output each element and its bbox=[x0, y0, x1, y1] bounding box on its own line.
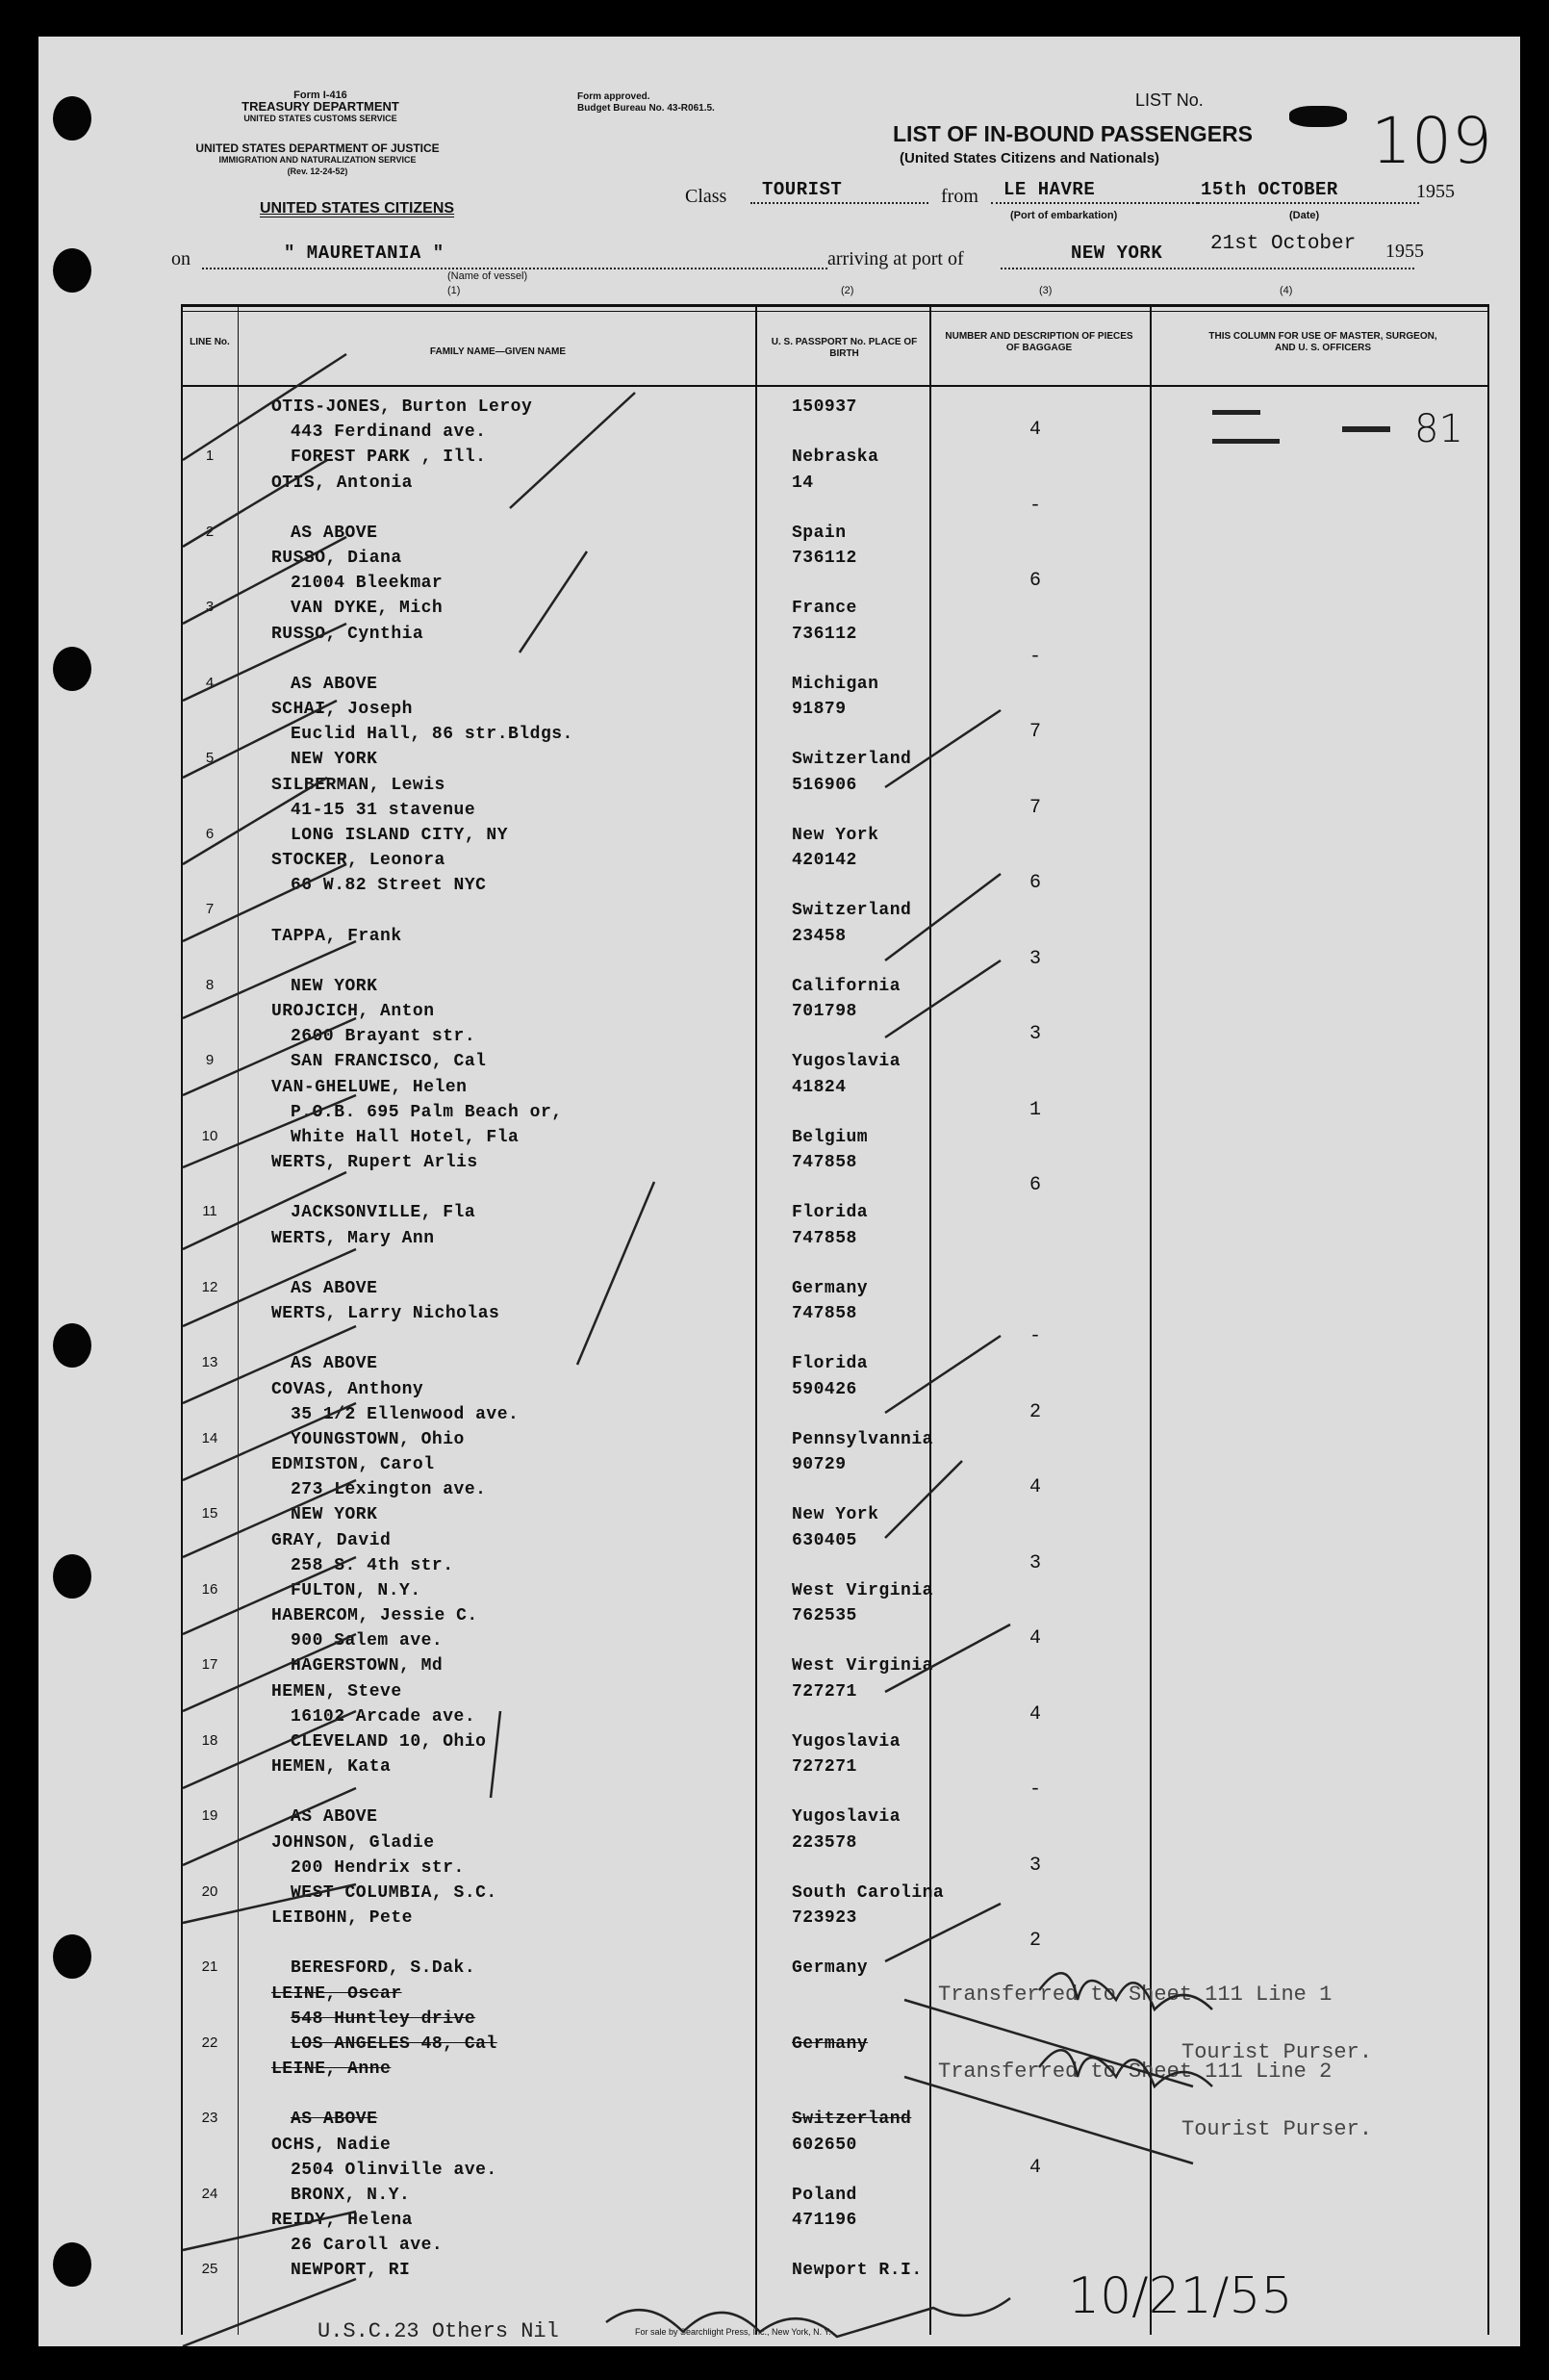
departure-date: 15th OCTOBER bbox=[1201, 179, 1338, 200]
passenger-name: RUSSO, Cynthia bbox=[271, 624, 424, 644]
passport-number: 14 bbox=[792, 473, 814, 493]
passenger-name: JOHNSON, Gladie bbox=[271, 1832, 435, 1853]
passenger-address: NEWPORT, RI bbox=[291, 2261, 411, 2280]
baggage-count: 4 bbox=[1029, 1476, 1042, 1498]
passenger-address: 35 1/2 Ellenwood ave. bbox=[291, 1404, 520, 1424]
passenger-address: 16102 Arcade ave. bbox=[291, 1706, 476, 1727]
passport-number: 516906 bbox=[792, 775, 857, 795]
line-number: 25 bbox=[201, 2261, 218, 2277]
officer-mark: 81 bbox=[1414, 407, 1463, 451]
passenger-address: SAN FRANCISCO, Cal bbox=[291, 1052, 487, 1071]
line-number: 6 bbox=[205, 825, 215, 842]
purser-note-1: Tourist Purser. bbox=[1181, 2040, 1373, 2064]
passenger-address: AS ABOVE bbox=[291, 1354, 378, 1373]
line-number: 5 bbox=[205, 750, 215, 766]
passport-number: 747858 bbox=[792, 1228, 857, 1248]
place-of-birth: Nebraska bbox=[792, 448, 879, 467]
passenger-address: 273 Lexington ave. bbox=[291, 1480, 487, 1499]
passenger-address: WEST COLUMBIA, S.C. bbox=[291, 1882, 497, 1903]
passport-number: 602650 bbox=[792, 2135, 857, 2155]
place-of-birth: West Virginia bbox=[792, 1656, 933, 1676]
passenger-address: BERESFORD, S.Dak. bbox=[291, 1958, 476, 1978]
line-number: 24 bbox=[201, 2185, 218, 2202]
passenger-name: OCHS, Nadie bbox=[271, 2135, 392, 2155]
document-subtitle: (United States Citizens and Nationals) bbox=[900, 150, 1160, 166]
passport-number: 727271 bbox=[792, 1757, 857, 1777]
passenger-address: White Hall Hotel, Fla bbox=[291, 1127, 520, 1147]
line-number: 23 bbox=[201, 2110, 218, 2126]
passenger-name: WERTS, Rupert Arlis bbox=[271, 1153, 478, 1172]
col-passport-header: U. S. PASSPORT No. PLACE OF BIRTH bbox=[771, 337, 918, 359]
passenger-address: FULTON, N.Y. bbox=[291, 1580, 421, 1600]
baggage-count: 4 bbox=[1029, 419, 1042, 441]
arrival-year: 1955 bbox=[1385, 241, 1424, 262]
baggage-count: 6 bbox=[1029, 872, 1042, 894]
col-num-1: (1) bbox=[447, 285, 461, 296]
baggage-count: 7 bbox=[1029, 721, 1042, 743]
passport-number: 736112 bbox=[792, 549, 857, 568]
passenger-name: WERTS, Mary Ann bbox=[271, 1228, 435, 1248]
passenger-address: VAN DYKE, Mich bbox=[291, 599, 444, 618]
place-of-birth: Belgium bbox=[792, 1127, 869, 1147]
passenger-address: P.O.B. 695 Palm Beach or, bbox=[291, 1102, 563, 1122]
place-of-birth: Germany bbox=[792, 1278, 869, 1298]
departure-year: 1955 bbox=[1416, 181, 1455, 202]
passport-number: 723923 bbox=[792, 1908, 857, 1928]
passenger-address: LOS ANGELES 48, Cal bbox=[291, 2034, 497, 2054]
document-title: LIST OF IN-BOUND PASSENGERS bbox=[893, 121, 1253, 146]
line-number: 1 bbox=[205, 448, 215, 464]
place-of-birth: Germany bbox=[792, 2034, 869, 2054]
passenger-address: 900 Salem ave. bbox=[291, 1631, 444, 1651]
baggage-count: 6 bbox=[1029, 1174, 1042, 1196]
place-of-birth: California bbox=[792, 976, 901, 996]
punch-hole bbox=[53, 96, 91, 141]
passenger-address: HAGERSTOWN, Md bbox=[291, 1656, 444, 1676]
passenger-address: 21004 Bleekmar bbox=[291, 574, 444, 593]
punch-hole bbox=[53, 1323, 91, 1368]
us-citizens-label: UNITED STATES CITIZENS bbox=[260, 200, 455, 217]
passenger-address: 41-15 31 stavenue bbox=[291, 800, 476, 820]
punch-hole bbox=[53, 2242, 91, 2287]
punch-hole bbox=[53, 248, 91, 293]
col-num-4: (4) bbox=[1280, 285, 1293, 296]
place-of-birth: New York bbox=[792, 1505, 879, 1524]
passenger-name: SCHAI, Joseph bbox=[271, 700, 413, 719]
signature-1 bbox=[1039, 1973, 1212, 2009]
passport-number: 90729 bbox=[792, 1455, 847, 1474]
col-num-2: (2) bbox=[841, 285, 854, 296]
baggage-count: 3 bbox=[1029, 1551, 1042, 1574]
passport-number: 150937 bbox=[792, 397, 857, 417]
baggage-count: 4 bbox=[1029, 2156, 1042, 2179]
col-line-header: LINE No. bbox=[190, 337, 230, 347]
line-number: 15 bbox=[201, 1505, 218, 1522]
line-number: 4 bbox=[205, 674, 215, 691]
place-of-birth: Switzerland bbox=[792, 750, 912, 769]
passenger-address: 200 Hendrix str. bbox=[291, 1857, 465, 1878]
baggage-count: 6 bbox=[1029, 570, 1042, 592]
passenger-name: OTIS, Antonia bbox=[271, 473, 413, 493]
manifest-page bbox=[38, 37, 1520, 2346]
passport-number: 223578 bbox=[792, 1832, 857, 1853]
line-number: 13 bbox=[201, 1354, 218, 1370]
passport-number: 762535 bbox=[792, 1606, 857, 1625]
arrival-date: 21st October bbox=[1210, 233, 1357, 255]
col-num-3: (3) bbox=[1039, 285, 1053, 296]
arrival-port: NEW YORK bbox=[1071, 243, 1163, 264]
line-number: 18 bbox=[201, 1731, 218, 1749]
baggage-count: - bbox=[1029, 494, 1042, 517]
treasury-dept: TREASURY DEPARTMENT bbox=[241, 99, 399, 114]
place-of-birth: Florida bbox=[792, 1354, 869, 1373]
line-number: 10 bbox=[201, 1127, 218, 1144]
passenger-address: BRONX, N.Y. bbox=[291, 2185, 411, 2205]
passenger-address: AS ABOVE bbox=[291, 1278, 378, 1298]
passport-number: 41824 bbox=[792, 1077, 847, 1097]
line-number: 22 bbox=[201, 2034, 218, 2051]
place-of-birth: Newport R.I. bbox=[792, 2261, 923, 2280]
passenger-name: SILBERMAN, Lewis bbox=[271, 775, 445, 795]
list-number: 109 bbox=[1371, 104, 1492, 178]
passenger-name: STOCKER, Leonora bbox=[271, 851, 445, 870]
passenger-address: 2504 Olinville ave. bbox=[291, 2160, 497, 2180]
line-number: 21 bbox=[201, 1958, 218, 1975]
col-name-header: FAMILY NAME—GIVEN NAME bbox=[429, 346, 567, 357]
rev-line: (Rev. 12-24-52) bbox=[287, 166, 348, 176]
vessel-name: " MAURETANIA " bbox=[284, 243, 444, 264]
passenger-address: 26 Caroll ave. bbox=[291, 2236, 444, 2255]
list-no-label: LIST No. bbox=[1135, 90, 1204, 110]
line-number: 9 bbox=[205, 1052, 215, 1068]
punch-hole bbox=[53, 1934, 91, 1979]
passenger-name: GRAY, David bbox=[271, 1530, 392, 1550]
transfer-note-2: Transferred to Sheet 111 Line 2 bbox=[938, 2060, 1333, 2084]
passenger-address: AS ABOVE bbox=[291, 674, 378, 694]
line-number: 8 bbox=[205, 976, 215, 993]
place-of-birth: Pennsylvannia bbox=[792, 1429, 933, 1449]
from-value: LE HAVRE bbox=[1003, 179, 1096, 200]
passenger-address: Euclid Hall, 86 str.Bldgs. bbox=[291, 725, 573, 744]
passenger-address: NEW YORK bbox=[291, 750, 378, 769]
line-number: 7 bbox=[205, 901, 215, 917]
place-of-birth: France bbox=[792, 599, 857, 618]
passenger-name: TAPPA, Frank bbox=[271, 926, 402, 946]
baggage-count: - bbox=[1029, 645, 1042, 668]
passenger-address: FOREST PARK , Ill. bbox=[291, 448, 487, 467]
passenger-name: COVAS, Anthony bbox=[271, 1379, 424, 1399]
line-number: 2 bbox=[205, 523, 215, 540]
passport-number: 747858 bbox=[792, 1304, 857, 1323]
baggage-count: 2 bbox=[1029, 1400, 1042, 1423]
passenger-address: AS ABOVE bbox=[291, 1807, 378, 1827]
place-of-birth: Yugoslavia bbox=[792, 1052, 901, 1071]
place-of-birth: West Virginia bbox=[792, 1580, 933, 1600]
passenger-address: NEW YORK bbox=[291, 1505, 378, 1524]
passenger-address: 258 S. 4th str. bbox=[291, 1555, 454, 1575]
place-of-birth: Switzerland bbox=[792, 901, 912, 920]
punch-hole bbox=[53, 647, 91, 691]
place-of-birth: Spain bbox=[792, 523, 847, 543]
place-of-birth: Poland bbox=[792, 2185, 857, 2205]
passenger-address: 548 Huntley drive bbox=[291, 2009, 476, 2029]
passenger-address: NEW YORK bbox=[291, 976, 378, 996]
baggage-count: - bbox=[1029, 1779, 1042, 1801]
line-number: 20 bbox=[201, 1882, 218, 1900]
place-of-birth: Michigan bbox=[792, 674, 879, 694]
passenger-name: UROJCICH, Anton bbox=[271, 1002, 435, 1021]
passport-number: 471196 bbox=[792, 2211, 857, 2230]
line-number: 19 bbox=[201, 1807, 218, 1824]
passenger-name: VAN-GHELUWE, Helen bbox=[271, 1077, 468, 1097]
printer-note: For sale by Searchlight Press, Inc., New York, N. Y. bbox=[635, 2327, 831, 2337]
passport-number: 701798 bbox=[792, 1002, 857, 1021]
passport-number: 590426 bbox=[792, 1379, 857, 1399]
class-value: TOURIST bbox=[762, 179, 843, 200]
passenger-name: EDMISTON, Carol bbox=[271, 1455, 435, 1474]
line-number: 12 bbox=[201, 1278, 218, 1295]
place-of-birth: Switzerland bbox=[792, 2110, 912, 2129]
place-of-birth: New York bbox=[792, 825, 879, 845]
baggage-count: 3 bbox=[1029, 947, 1042, 970]
ins-line: IMMIGRATION AND NATURALIZATION SERVICE bbox=[218, 155, 417, 165]
col-officers-header: THIS COLUMN FOR USE OF MASTER, SURGEON, AND U. S. OFFICERS bbox=[1208, 331, 1437, 353]
place-of-birth: Florida bbox=[792, 1203, 869, 1222]
passenger-address: AS ABOVE bbox=[291, 523, 378, 543]
place-of-birth: Yugoslavia bbox=[792, 1807, 901, 1827]
baggage-count: 4 bbox=[1029, 1702, 1042, 1726]
passport-number: 736112 bbox=[792, 624, 857, 644]
passenger-name: OTIS-JONES, Burton Leroy bbox=[271, 397, 533, 417]
arriving-label: arriving at port of bbox=[827, 248, 964, 269]
line-number: 16 bbox=[201, 1580, 218, 1598]
passenger-name: LEINE, Oscar bbox=[271, 1983, 402, 2004]
baggage-count: 3 bbox=[1029, 1854, 1042, 1877]
passenger-address: LONG ISLAND CITY, NY bbox=[291, 825, 509, 845]
footer-note: U.S.C.23 Others Nil bbox=[317, 2319, 559, 2343]
passport-number: 91879 bbox=[792, 700, 847, 719]
place-of-birth: Yugoslavia bbox=[792, 1731, 901, 1752]
purser-note-2: Tourist Purser. bbox=[1181, 2117, 1373, 2141]
passport-number: 727271 bbox=[792, 1681, 857, 1702]
signature-2 bbox=[1039, 2050, 1212, 2086]
baggage-count: 3 bbox=[1029, 1023, 1042, 1045]
passenger-name: LEIBOHN, Pete bbox=[271, 1908, 413, 1928]
passenger-name: RUSSO, Diana bbox=[271, 549, 402, 568]
doj-line: UNITED STATES DEPARTMENT OF JUSTICE bbox=[195, 141, 440, 155]
line-number: 14 bbox=[201, 1429, 218, 1446]
line-number: 17 bbox=[201, 1656, 218, 1673]
footer-date: 10/21/55 bbox=[1068, 2267, 1293, 2325]
passenger-name: HEMEN, Steve bbox=[271, 1681, 402, 1702]
passport-number: 630405 bbox=[792, 1530, 857, 1550]
line-number: 3 bbox=[205, 599, 215, 615]
passenger-name: REIDY, Helena bbox=[271, 2211, 413, 2230]
approval-line: Form approved. bbox=[577, 91, 650, 102]
baggage-count: 2 bbox=[1029, 1930, 1042, 1952]
port-caption: (Port of embarkation) bbox=[1010, 210, 1118, 221]
inspector-signature bbox=[606, 2298, 1010, 2337]
passenger-name: LEINE, Anne bbox=[271, 2060, 392, 2079]
line-number: 11 bbox=[202, 1203, 217, 1219]
budget-line: Budget Bureau No. 43-R061.5. bbox=[577, 103, 715, 114]
passenger-address: CLEVELAND 10, Ohio bbox=[291, 1731, 487, 1752]
punch-hole bbox=[53, 1554, 91, 1599]
passenger-address: JACKSONVILLE, Fla bbox=[291, 1203, 476, 1222]
col-baggage-header: NUMBER AND DESCRIPTION OF PIECES OF BAGGAGE bbox=[945, 331, 1133, 353]
passenger-address: AS ABOVE bbox=[291, 2110, 378, 2129]
passenger-address: 66 W.82 Street NYC bbox=[291, 876, 487, 895]
form-number: Form I-416 bbox=[293, 90, 347, 101]
passenger-address: 2600 Brayant str. bbox=[291, 1027, 476, 1046]
baggage-count: 7 bbox=[1029, 796, 1042, 819]
baggage-count: - bbox=[1029, 1325, 1042, 1347]
vessel-caption: (Name of vessel) bbox=[447, 270, 528, 282]
date-caption: (Date) bbox=[1289, 210, 1320, 221]
from-label: from bbox=[941, 186, 978, 207]
passport-number: 747858 bbox=[792, 1153, 857, 1172]
customs-service: UNITED STATES CUSTOMS SERVICE bbox=[243, 114, 397, 123]
place-of-birth: South Carolina bbox=[792, 1882, 945, 1903]
passenger-address: YOUNGSTOWN, Ohio bbox=[291, 1429, 465, 1449]
baggage-count: 1 bbox=[1029, 1098, 1042, 1121]
place-of-birth: Germany bbox=[792, 1958, 869, 1978]
on-label: on bbox=[171, 248, 190, 269]
passenger-name: WERTS, Larry Nicholas bbox=[271, 1304, 500, 1323]
handwritten-marks bbox=[38, 37, 1520, 2346]
transfer-note-1: Transferred to Sheet 111 Line 1 bbox=[938, 1983, 1333, 2007]
passport-number: 420142 bbox=[792, 851, 857, 870]
baggage-count: 4 bbox=[1029, 1627, 1042, 1650]
passenger-name: HEMEN, Kata bbox=[271, 1757, 392, 1777]
passenger-address: 443 Ferdinand ave. bbox=[291, 422, 487, 442]
class-label: Class bbox=[685, 186, 727, 207]
passport-number: 23458 bbox=[792, 926, 847, 946]
passenger-name: HABERCOM, Jessie C. bbox=[271, 1606, 478, 1625]
